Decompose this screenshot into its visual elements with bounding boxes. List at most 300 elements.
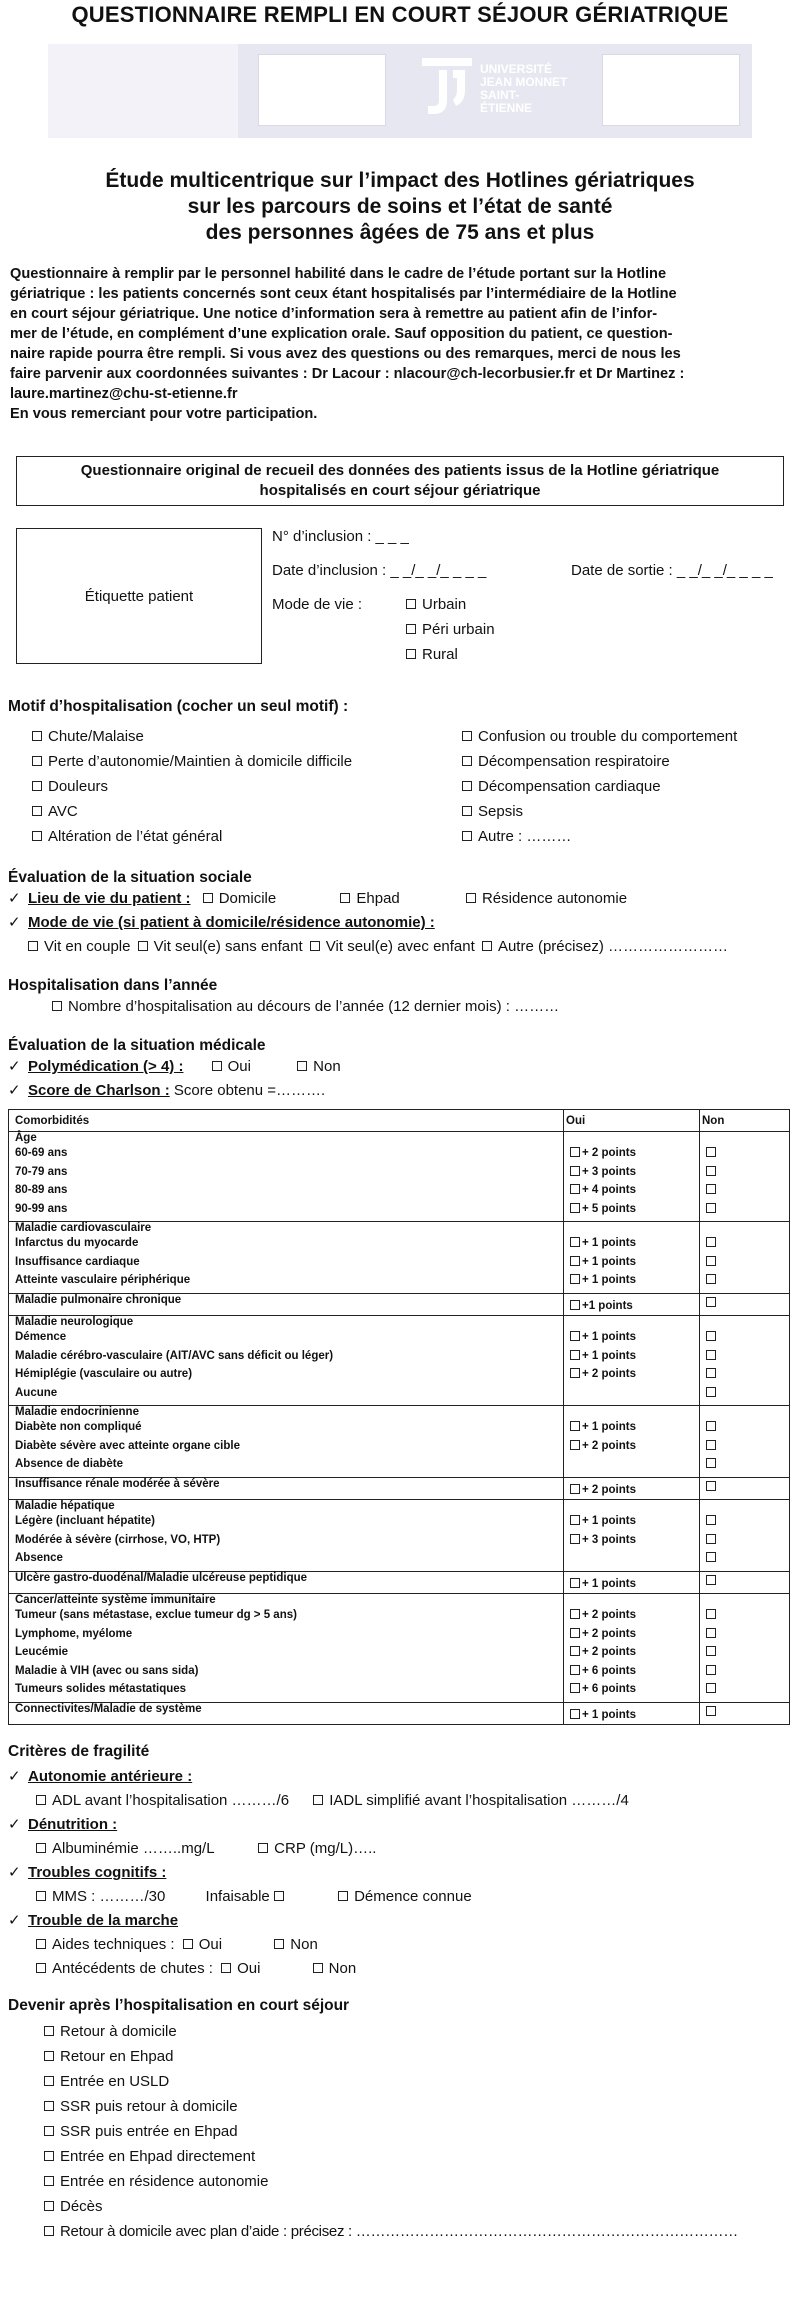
option-label: Autre (précisez) …………………… [497,938,728,955]
motif-left-column [32,724,462,849]
devenir-option[interactable] [8,2119,792,2144]
checkbox[interactable] [44,2126,54,2136]
non-cell [700,1643,790,1662]
checkbox[interactable] [52,1001,62,1011]
option-label: Retour à domicile avec plan d’aide : précisez : …………………………………………………………………… [60,2223,738,2240]
non-cell [700,1625,790,1644]
oui-checkbox[interactable] [570,1609,580,1619]
points-cell [564,1418,700,1437]
oui-checkbox[interactable] [570,1628,580,1638]
charlson-table-body [9,1110,790,1725]
table-row [9,1643,790,1662]
intro-line: naire rapide pourra être rempli. Si vous avez des questions ou des remarques, merci de nous les [10,346,681,362]
checkbox[interactable] [462,731,472,741]
oui-checkbox[interactable] [570,1368,580,1378]
points-cell [564,1132,700,1145]
checkbox[interactable] [466,893,476,903]
comorbidity-item: Maladie cérébro-vasculaire (AIT/AVC sans déficit ou léger) [9,1347,564,1366]
motif-option[interactable] [32,749,462,774]
points-cell [564,1680,700,1702]
adl-field[interactable] [36,1792,289,1809]
non-checkbox[interactable] [706,1575,716,1585]
checkbox[interactable] [138,941,148,951]
comorbidity-item: 60-69 ans [9,1144,564,1163]
non-cell [700,1384,790,1406]
motif-option[interactable] [462,774,800,799]
checkbox[interactable] [406,624,416,634]
table-row [9,1163,790,1182]
points-cell [564,1512,700,1531]
checkbox[interactable] [313,1963,323,1973]
points-cell [564,1181,700,1200]
inclusion-number-field[interactable]: N° d’inclusion : _ _ _ [272,528,409,545]
checkbox[interactable] [274,1891,284,1901]
header-oui: Oui [564,1110,700,1132]
aides-techniques-row [8,1933,792,1957]
oui-checkbox[interactable] [570,1147,580,1157]
non-checkbox[interactable] [706,1628,716,1638]
group-name: Maladie neurologique [9,1316,564,1329]
study-title-line: sur les parcours de soins et l’état de santé [187,195,613,218]
motif-right-column [462,724,800,849]
checkmark-icon: ✓ [8,1768,21,1785]
option-label: Décès [60,2198,103,2215]
comorbidity-item: Maladie à VIH (avec ou sans sida) [9,1662,564,1681]
oui-checkbox[interactable] [570,1237,580,1247]
charlson-score-field[interactable]: Score obtenu =………. [173,1082,326,1099]
mms-field[interactable] [36,1888,165,1905]
points-label: + 1 points [582,1255,636,1268]
checkbox[interactable] [406,649,416,659]
checkbox[interactable] [212,1061,222,1071]
oui-checkbox[interactable] [570,1646,580,1656]
checkbox[interactable] [44,2051,54,2061]
oui-checkbox[interactable] [570,1515,580,1525]
mode-option-couple[interactable] [28,938,130,955]
points-cell [564,1234,700,1253]
checkbox[interactable] [44,2076,54,2086]
oui-checkbox[interactable] [570,1274,580,1284]
fragilite-section [8,1743,792,1981]
option-label: SSR puis entrée en Ehpad [60,2123,238,2140]
checkbox[interactable] [313,1795,323,1805]
checkbox[interactable] [462,831,472,841]
points-label: + 2 points [582,1483,636,1496]
checkbox[interactable] [44,2176,54,2186]
table-group-row [9,1406,790,1419]
checkbox[interactable] [36,1963,46,1973]
non-cell [700,1418,790,1437]
non-cell [700,1531,790,1550]
checkbox[interactable] [36,1891,46,1901]
table-row [9,1625,790,1644]
group-name: Cancer/atteinte système immunitaire [9,1594,564,1607]
cognitifs-label: Troubles cognitifs : [28,1864,167,1881]
chutes-oui[interactable] [221,1960,260,1977]
non-cell [700,1347,790,1366]
checkbox[interactable] [44,2151,54,2161]
devenir-option[interactable] [8,2194,792,2219]
non-cell [700,1512,790,1531]
comorbidity-item: Légère (incluant hépatite) [9,1512,564,1531]
oui-checkbox[interactable] [570,1534,580,1544]
charlson-row [8,1079,792,1103]
option-label: Confusion ou trouble du comportement [478,728,738,745]
points-label: + 1 points [582,1237,636,1249]
intro-line: Questionnaire à remplir par le personnel habilité dans le cadre de l’étude portant sur la Hotline [10,266,667,282]
option-label: Oui [237,1960,261,1977]
option-label: Sepsis [478,803,524,820]
comorbidity-item: Diabète sévère avec atteinte organe cible [9,1437,564,1456]
points-cell [564,1365,700,1384]
checkbox[interactable] [44,2201,54,2211]
checkbox[interactable] [310,941,320,951]
non-checkbox[interactable] [706,1665,716,1675]
university-emblem-icon [420,56,474,122]
discharge-date-field[interactable]: Date de sortie : _ _/_ _/_ _ _ _ [571,562,773,579]
checkbox[interactable] [203,893,213,903]
motif-title: Motif d’hospitalisation (cocher un seul motif) : [8,698,349,715]
oui-checkbox[interactable] [570,1256,580,1266]
checkbox[interactable] [462,806,472,816]
non-cell [700,1234,790,1253]
mode-option-seul-avec-enfant[interactable] [310,938,475,955]
table-row [9,1437,790,1456]
non-checkbox[interactable] [706,1184,716,1194]
intro-line: mer de l’étude, en complément d’une explication orale. Sauf opposition du patient, ce question- [10,326,673,342]
university-logo-text: UNIVERSITÉ JEAN MONNET SAINT-ÉTIENNE [480,62,568,115]
checkbox[interactable] [44,2026,54,2036]
oui-checkbox[interactable] [570,1166,580,1176]
non-cell [700,1455,790,1477]
points-cell [564,1500,700,1513]
devenir-option[interactable] [8,2169,792,2194]
table-row [9,1200,790,1222]
points-cell [564,1531,700,1550]
non-checkbox[interactable] [706,1481,716,1491]
group-name: Maladie hépatique [9,1500,564,1513]
university-logo [420,56,570,122]
intro-line: laure.martinez@chu-st-etienne.fr [10,386,238,402]
lieu-option-ehpad[interactable] [340,890,399,907]
points-cell [564,1200,700,1222]
oui-checkbox[interactable] [570,1421,580,1431]
comorbidity-item: Absence [9,1549,564,1571]
checkbox[interactable] [36,1795,46,1805]
non-checkbox[interactable] [706,1421,716,1431]
points-label: + 2 points [582,1609,636,1621]
oui-checkbox[interactable] [570,1203,580,1213]
non-checkbox[interactable] [706,1534,716,1544]
option-label: Non [313,1058,341,1075]
non-cell [700,1253,790,1272]
polymedication-row [8,1055,792,1079]
points-cell [564,1328,700,1347]
non-checkbox[interactable] [706,1646,716,1656]
checkbox[interactable] [462,781,472,791]
motif-option[interactable] [462,824,800,849]
oui-checkbox[interactable] [570,1331,580,1341]
points-label: + 3 points [582,1165,636,1178]
points-label: + 2 points [582,1368,636,1380]
points-cell [564,1384,700,1406]
option-label: Domicile [218,890,277,907]
non-checkbox[interactable] [706,1147,716,1157]
checkbox[interactable] [406,599,416,609]
points-cell [564,1271,700,1293]
oui-checkbox[interactable] [570,1484,580,1494]
mode-de-vie-label: Mode de vie (si patient à domicile/résidence autonomie) : [28,914,435,931]
points-cell [564,1347,700,1366]
non-cell [700,1293,790,1316]
non-checkbox[interactable] [706,1609,716,1619]
points-cell [564,1594,700,1607]
table-row [9,1347,790,1366]
partner-logo-right [602,54,740,126]
chutes-row [8,1957,792,1981]
checkbox[interactable] [338,1891,348,1901]
devenir-option[interactable] [8,2069,792,2094]
polymedication-oui[interactable] [212,1058,251,1075]
checkmark-icon: ✓ [8,1082,21,1099]
mode-option-autre[interactable] [482,938,728,955]
autonomie-options [8,1789,792,1813]
non-cell [700,1200,790,1222]
lieu-option-domicile[interactable] [203,890,277,907]
points-label: + 1 points [582,1331,636,1343]
table-row [9,1271,790,1293]
infaisable-option[interactable] [206,1888,290,1905]
checkbox[interactable] [28,941,38,951]
devenir-option[interactable] [8,2094,792,2119]
checkbox[interactable] [258,1843,268,1853]
comorbidity-item: Hémiplégie (vasculaire ou autre) [9,1365,564,1384]
social-section [8,869,792,959]
non-checkbox[interactable] [706,1203,716,1213]
social-title: Évaluation de la situation sociale [8,869,252,886]
non-checkbox[interactable] [706,1458,716,1468]
option-label: Infaisable [205,1888,270,1905]
motif-option[interactable] [462,799,800,824]
checkbox[interactable] [32,731,42,741]
non-cell [700,1144,790,1163]
checkbox[interactable] [44,2226,54,2236]
motif-option[interactable] [462,724,800,749]
comorbidity-item: Infarctus du myocarde [9,1234,564,1253]
motif-option[interactable] [32,724,462,749]
non-cell [700,1222,790,1235]
non-cell [700,1132,790,1145]
checkbox[interactable] [32,831,42,841]
option-label: MMS : ………/30 [52,1888,166,1905]
option-label: IADL simplifié avant l’hospitalisation ………/4 [329,1792,629,1809]
non-checkbox[interactable] [706,1368,716,1378]
devenir-option[interactable] [8,2144,792,2169]
points-label: + 2 points [582,1439,636,1452]
lieu-de-vie-label: Lieu de vie du patient : [28,890,191,907]
aides-label: Aides techniques : [52,1936,175,1953]
devenir-option[interactable] [8,2044,792,2069]
logo-band [48,44,752,138]
non-cell [700,1163,790,1182]
non-checkbox[interactable] [706,1297,716,1307]
checkbox[interactable] [32,781,42,791]
oui-checkbox[interactable] [570,1665,580,1675]
non-checkbox[interactable] [706,1706,716,1716]
option-label: Retour en Ehpad [60,2048,174,2065]
living-mode-periurbain[interactable] [406,621,495,638]
albumine-field[interactable] [36,1840,214,1857]
hospitalisation-annee-section [8,977,792,1019]
checkbox[interactable] [36,1843,46,1853]
non-checkbox[interactable] [706,1387,716,1397]
patient-label-box[interactable]: Étiquette patient [16,528,262,664]
partner-logo-left [48,44,238,138]
non-checkbox[interactable] [706,1552,716,1562]
checkbox[interactable] [482,941,492,951]
oui-checkbox[interactable] [570,1578,580,1588]
table-group-row [9,1702,790,1725]
crp-field[interactable] [258,1840,376,1857]
intro-paragraph [8,264,792,424]
points-label: + 5 points [582,1202,636,1215]
option-label: Entrée en USLD [60,2073,170,2090]
oui-checkbox[interactable] [570,1683,580,1693]
devenir-option[interactable] [8,2019,792,2044]
non-checkbox[interactable] [706,1350,716,1360]
checkbox[interactable] [183,1939,193,1949]
table-group-row [9,1571,790,1594]
checkbox[interactable] [44,2101,54,2111]
chutes-non[interactable] [313,1960,357,1977]
intro-line: En vous remerciant pour votre participation. [10,406,318,422]
oui-checkbox[interactable] [570,1184,580,1194]
points-cell [564,1406,700,1419]
checkbox[interactable] [462,756,472,766]
living-mode-label: Mode de vie : [272,596,363,613]
questionnaire-boxed-title [16,456,784,506]
points-label: + 2 points [582,1627,636,1640]
non-checkbox[interactable] [706,1274,716,1284]
table-group-row [9,1132,790,1145]
devenir-option[interactable] [8,2219,792,2244]
option-label: Résidence autonomie [481,890,628,907]
motif-option[interactable] [32,799,462,824]
comorbidity-item: 90-99 ans [9,1200,564,1222]
cognitifs-row [8,1861,792,1885]
lieu-option-residence[interactable] [466,890,627,907]
charlson-label: Score de Charlson : [28,1082,170,1099]
motif-section [8,698,792,849]
non-checkbox[interactable] [706,1683,716,1693]
autonomie-label: Autonomie antérieure : [28,1768,193,1785]
checkbox[interactable] [221,1963,231,1973]
non-cell [700,1365,790,1384]
non-cell [700,1594,790,1607]
points-label: + 3 points [582,1533,636,1546]
motif-option[interactable] [32,774,462,799]
oui-checkbox[interactable] [570,1350,580,1360]
intro-line: faire parvenir aux coordonnées suivantes : Dr Lacour : nlacour@ch-lecorbusier.fr et Dr Martinez : [10,366,685,382]
points-label: + 4 points [582,1184,636,1196]
table-row [9,1144,790,1163]
aides-oui[interactable] [183,1936,222,1953]
non-cell [700,1477,790,1500]
option-label: Albuminémie ……..mg/L [52,1840,214,1857]
non-checkbox[interactable] [706,1331,716,1341]
inclusion-date-field[interactable]: Date d’inclusion : _ _/_ _/_ _ _ _ [272,562,487,579]
option-label: Vit seul(e) sans enfant [153,938,303,955]
checkbox[interactable] [340,893,350,903]
motif-option[interactable] [462,749,800,774]
living-mode-urbain[interactable] [406,596,466,613]
table-row [9,1418,790,1437]
non-checkbox[interactable] [706,1166,716,1176]
motif-option[interactable] [32,824,462,849]
polymedication-non[interactable] [297,1058,341,1075]
patient-identification [8,516,792,672]
demence-option[interactable] [338,1888,472,1905]
points-cell [564,1144,700,1163]
option-label: Décompensation respiratoire [478,753,670,770]
non-cell [700,1662,790,1681]
comorbidity-item: 70-79 ans [9,1163,564,1182]
medical-title: Évaluation de la situation médicale [8,1037,266,1054]
checkmark-icon: ✓ [8,1058,21,1075]
non-checkbox[interactable] [706,1237,716,1247]
iadl-field[interactable] [313,1792,629,1809]
option-label: Nombre d’hospitalisation au décours de l’année (12 dernier mois) : ……… [68,998,560,1015]
table-row [9,1455,790,1477]
non-checkbox[interactable] [706,1515,716,1525]
points-cell [564,1549,700,1571]
table-group-row [9,1594,790,1607]
table-row [9,1531,790,1550]
checkbox[interactable] [274,1939,284,1949]
table-row [9,1234,790,1253]
group-name: Maladie cardiovasculaire [9,1222,564,1235]
non-cell [700,1437,790,1456]
mode-option-seul-sans-enfant[interactable] [138,938,303,955]
non-checkbox[interactable] [706,1440,716,1450]
points-label: + 2 points [582,1646,636,1658]
header-non: Non [700,1110,790,1132]
checkbox[interactable] [32,806,42,816]
oui-checkbox[interactable] [570,1440,580,1450]
non-cell [700,1406,790,1419]
checkmark-icon: ✓ [8,1912,21,1929]
checkbox[interactable] [32,756,42,766]
table-row [9,1365,790,1384]
oui-checkbox[interactable] [570,1709,580,1719]
oui-checkbox[interactable] [570,1300,580,1310]
aides-non[interactable] [274,1936,318,1953]
option-label: Entrée en résidence autonomie [60,2173,269,2190]
group-name: Connectivites/Maladie de système [9,1702,564,1725]
non-cell [700,1702,790,1725]
table-group-row [9,1500,790,1513]
intro-line: gériatrique : les patients concernés sont ceux étant hospitalisés par l’intermédiaire de la Hotline [10,286,677,302]
points-cell [564,1163,700,1182]
option-label: SSR puis retour à domicile [60,2098,238,2115]
hospitalisation-count-field[interactable] [8,995,792,1019]
non-checkbox[interactable] [706,1256,716,1266]
checkbox[interactable] [297,1061,307,1071]
option-label: Rural [422,646,458,663]
partner-logo-middle [258,54,386,126]
checkbox[interactable] [36,1939,46,1949]
living-mode-rural[interactable] [406,646,458,663]
